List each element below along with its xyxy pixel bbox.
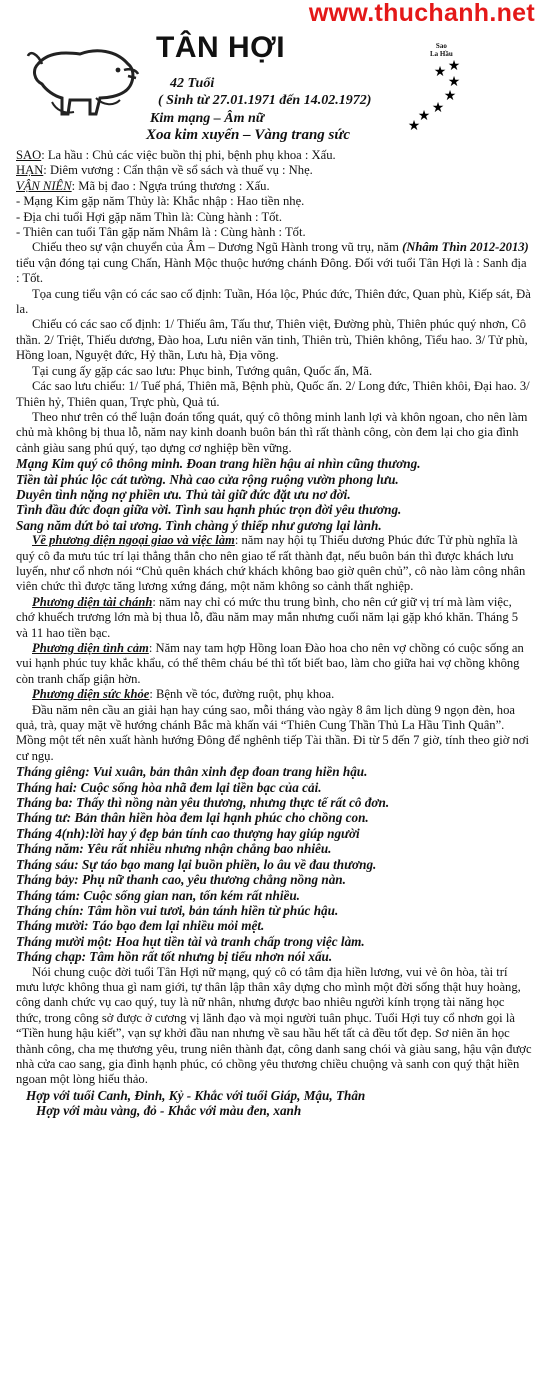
paragraph: Các sao lưu chiếu: 1/ Tuế phá, Thiên mã, Bệnh phù, Quốc ấn. 2/ Long đức, Thiên khôi, Đại hao. 3/ Thiên hỷ, Thiên quan, Trực phù, Quả tú. — [16, 379, 530, 409]
document-body — [16, 148, 532, 1119]
month-line: Tháng chạp: Tâm hồn rất tốt nhưng bị tiểu nhơn nói xấu. — [16, 949, 333, 965]
svg-text:★: ★ — [443, 89, 457, 104]
sao-la-hau-label: Sao La Hầu — [430, 42, 453, 58]
month-line: Tháng hai: Cuộc sống hòa nhã đem lại tiền bạc của cải. — [16, 779, 322, 795]
verse-line: Mạng Kim quý cô thông minh. Đoan trang hiền hậu ai nhìn cũng thương. — [16, 456, 421, 472]
month-line: Tháng ba: Thấy thì nồng nàn yêu thương, nhưng thực tế rất cô đơn. — [16, 795, 390, 811]
svg-text:★: ★ — [447, 59, 461, 74]
month-line: Tháng chín: Tâm hồn vui tươi, bản tánh hiền từ phúc hậu. — [16, 902, 339, 918]
footer-line: Hợp với màu vàng, đỏ - Khắc với màu đen, xanh — [36, 1103, 302, 1119]
paragraph: Nói chung cuộc đời tuổi Tân Hợi nữ mạng, quý cô có tâm địa hiền lương, vui vẻ ôn hòa, tài trí mưu lược không thua gì nam giới, tự thân lập thân xây dựng cho mình một đời sống thật huy hoàng, công danh chức vụ cao quý, tuy là nữ nhân, nhưng được bao nhiêu người kính trọng tài năng học thức, trong công sở được ở cương vị lãnh đạo và mọi người tuân phục. Tuổi Hợi tuy cổ nhơn gọi là “Tiền hung hậu kiết”, vạn sự khởi đầu nan nhưng về sau hầu hết tất cả đều tốt đẹp. Sơ niên ăn học thành công, cha mẹ thương yêu, trung niên thành đạt, công danh sang chói và giàu sang, hậu vận được nhà cửa cao sang, gia đình hạnh phúc, có chồng yêu thương chiều chuộng và sanh con quý thật hiền ngoan một lòng hiếu thảo. — [16, 964, 532, 1087]
paragraph: Đầu năm nên cầu an giải hạn hay cúng sao, mỗi tháng vào ngày 8 âm lịch dùng 9 ngọn đèn, hoa quả, trà, quay mặt về hướng chánh Bắc mà khấn vái “Thiên Cung Thần Thủ La Hầu Tinh Quân”. Mồng một tết nên xuất hành hướng Đông để nghênh tiếp Tài thần. Đi từ 5 đến 7 giờ, tính theo giờ nơi cư ngụ. — [16, 702, 529, 763]
month-line: Tháng bảy: Phụ nữ thanh cao, yêu thương chẳng nồng nàn. — [16, 872, 346, 888]
verse-line: Tiền tài phúc lộc cát tường. Nhà cao cửa rộng ruộng vườn phong lưu. — [16, 471, 399, 487]
month-line: Tháng 4(nh):lời hay ý đẹp bản tính cao thượng hay giúp người — [16, 825, 360, 841]
svg-text:★: ★ — [447, 75, 461, 90]
pig-zodiac-icon — [24, 40, 144, 122]
detail-line: - Thiên can tuổi Tân gặp năm Nhâm là : Cùng hành : Tốt. — [16, 225, 306, 240]
svg-text:★: ★ — [417, 109, 431, 124]
paragraph: Chiếu có các sao cố định: 1/ Thiếu âm, Tấu thư, Thiên việt, Đường phù, Thiên phúc quý nhơn, Cô thần. 2/ Triệt, Thiếu dương, Đào hoa, Lưu niên văn tinh, Thiên trù, Thiên không, Tiểu hao. 3/ Tử phù, Hồng loan, Nguyệt đức, Hỷ thần, Lưu hà, Địa võng. — [16, 317, 528, 363]
tinh-cam-paragraph: Phương diện tình cảm: Năm nay tam hợp Hồng loan Đào hoa cho nên vợ chồng có cuộc sống an vui hạnh phúc tuy khắc khẩu, có thể thêm cháu bé thì tốt biết bao, làm cho giữa hai vợ chồng không còn tranh chấp giận hờn. — [16, 641, 524, 686]
han-line: HẠN: Diêm vương : Cẩn thận về sổ sách và thuế vụ : Nhẹ. — [16, 163, 313, 178]
paragraph: Chiếu theo sự vận chuyển của Âm – Dương Ngũ Hành trong vũ trụ, năm (Nhâm Thìn 2012-2013) tiểu vận đóng tại cung Chấn, Hành Mộc thuộc hướng chánh Đông. Đối với tuổi Tân Hợi là : Sanh địa : Tốt. — [16, 240, 529, 286]
age-line: 42 Tuổi — [170, 76, 215, 91]
detail-line: - Mạng Kim gặp năm Thủy là: Khắc nhập : Hao tiền nhẹ. — [16, 194, 305, 209]
sao-line: SAO: La hầu : Chủ các việc buồn thị phi, bệnh phụ khoa : Xấu. — [16, 148, 336, 162]
site-watermark: www.thuchanh.net — [308, 0, 535, 27]
month-line: Tháng sáu: Sự táo bạo mang lại buồn phiền, lo âu về đau thương. — [16, 856, 377, 872]
menh-line: Kim mạng – Âm nữ — [150, 111, 265, 126]
birth-range-line: ( Sinh từ 27.01.1971 đến 14.02.1972) — [158, 93, 372, 108]
verse-line: Tình đầu đức đoạn giữa vời. Tình sau hạnh phúc trọn đời yêu thương. — [16, 502, 402, 518]
paragraph: Theo như trên có thể luận đoán tổng quát, quý cô thông minh lanh lợi và khôn ngoan, cho nên làm chủ mà không bị thua lỗ, năm nay kinh doanh buôn bán thì rất thành công, còn đem lại cho gia đình cảnh giàu sang phú quý, tạo dựng cơ nghiệp bền vững. — [16, 409, 528, 455]
verse-line: Sang năm dứt bỏ tai ương. Tình chàng ý thiếp như gương lại lành. — [16, 517, 382, 533]
tai-chanh-paragraph: Phương diện tài chánh: năm nay chỉ có mức thu trung bình, cho nên cứ giữ vị trí mà làm việc, chớ khuếch trương lớn mà bị thua lỗ, đầu năm may mắn nhưng cuối năm lại gặp khó khăn. Tháng 5 và 11 hao tiền bạc. — [16, 594, 519, 640]
month-line: Tháng tư: Bản thân hiền hòa đem lại hạnh phúc cho chồng con. — [16, 810, 369, 826]
ngoai-giao-paragraph: Về phương diện ngoại giao và việc làm: năm nay hội tụ Thiếu dương Phúc đức Tử phù nghĩa là quý cô đa mưu túc trí lại thẳng thắn cho nên giao tế rất thành đạt, nếu buôn bán thì được khách lưu luyến, như cổ nhơn nói “Chủ quên khách chứ khách không bao giờ quên chủ”, cô nào làm công nhân viên chức thì được tăng lương xứng đáng, một năm không so cảnh thất nghiệp. — [16, 533, 526, 594]
paragraph: Tại cung ấy gặp các sao lưu: Phục binh, Tướng quân, Quốc ấn, Mã. — [32, 363, 373, 378]
month-line: Tháng tám: Cuộc sống gian nan, tốn kém rất nhiều. — [16, 887, 300, 903]
svg-text:★: ★ — [433, 65, 447, 80]
month-line: Tháng giêng: Vui xuân, bản thân xinh đẹp đoan trang hiền hậu. — [16, 764, 368, 780]
month-line: Tháng mười: Táo bạo đem lại nhiều mỏi mệt. — [16, 918, 265, 934]
paragraph: Tọa cung tiểu vận có các sao cố định: Tuần, Hóa lộc, Phúc đức, Thiên đức, Quan phù, Kiếp sát, Đà la. — [16, 286, 531, 317]
svg-text:★: ★ — [407, 119, 421, 134]
svg-text:★: ★ — [431, 101, 445, 116]
van-nien-line: VẬN NIÊN: Mã bị đao : Ngựa trúng thương : Xấu. — [16, 178, 270, 193]
page-title: TÂN HỢI — [156, 31, 286, 64]
month-line: Tháng năm: Yêu rất nhiều nhưng nhận chẳng bao nhiêu. — [16, 841, 332, 857]
menh-desc-line: Xoa kim xuyến – Vàng trang sức — [146, 127, 351, 143]
footer-line: Hợp với tuổi Canh, Đinh, Kỷ - Khắc với tuổi Giáp, Mậu, Thân — [26, 1087, 366, 1103]
suc-khoe-paragraph: Phương diện sức khỏe: Bệnh về tóc, đường ruột, phụ khoa. — [32, 687, 335, 702]
star-constellation-icon — [407, 42, 470, 134]
detail-line: - Địa chi tuổi Hợi gặp năm Thìn là: Cùng hành : Tốt. — [16, 209, 283, 224]
month-line: Tháng mười một: Hoa hụt tiền tài và tranh chấp trong việc làm. — [16, 933, 365, 949]
verse-line: Duyên tình nặng nợ phiền ưu. Thủ tài giữ đức đặt ưu nơ đời. — [16, 486, 351, 502]
